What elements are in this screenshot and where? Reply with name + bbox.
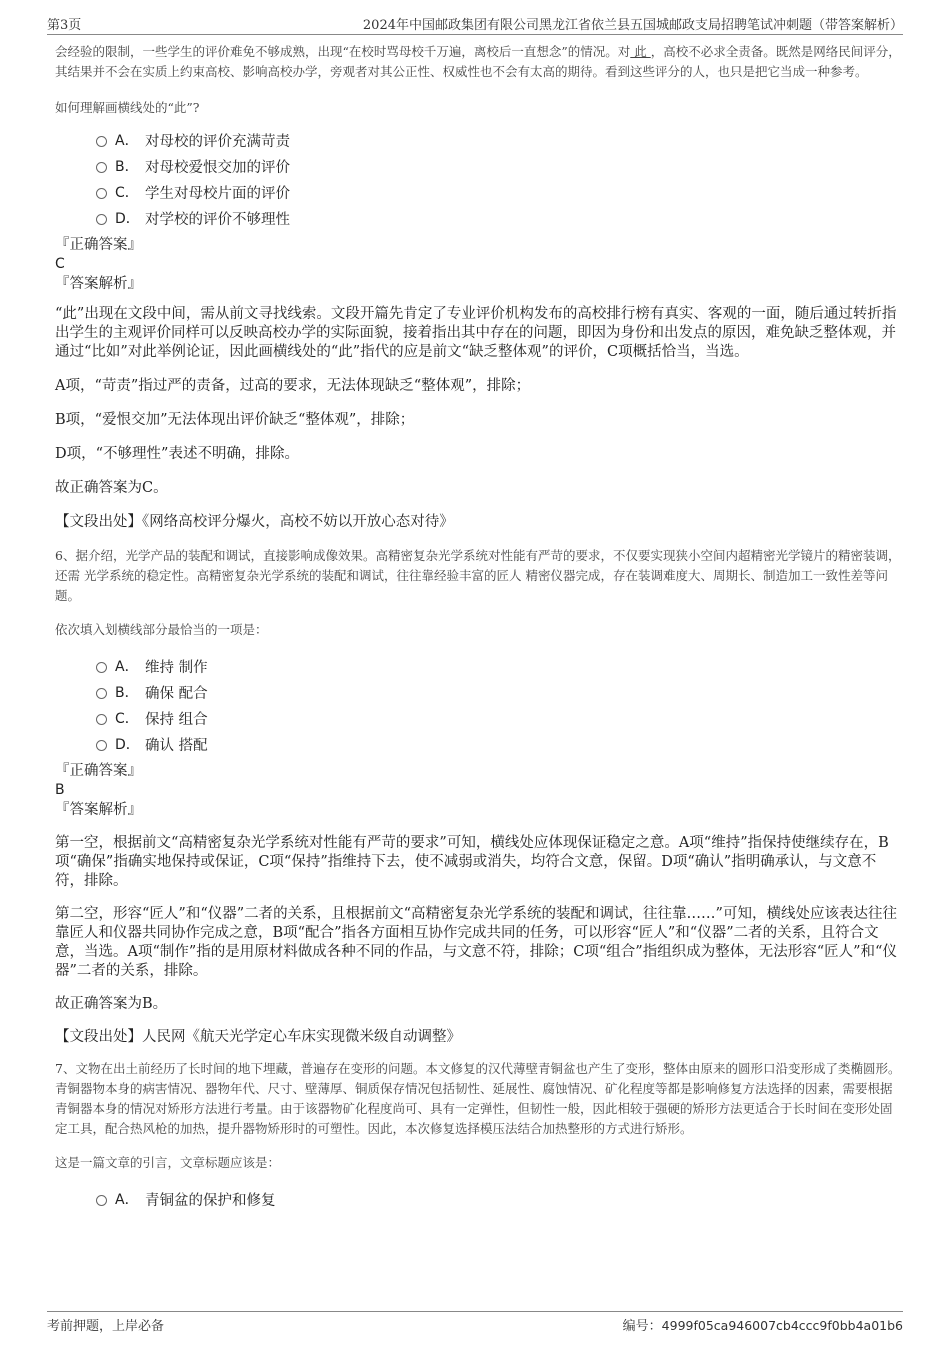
q6-answer: B [55,782,65,798]
q5-option-c[interactable]: C． 学生对母校片面的评价 [55,180,902,206]
radio-icon[interactable] [96,1195,107,1206]
page-content [55,42,902,1213]
q6-option-c[interactable]: C． 保持 组合 [55,706,902,732]
footer-id: 编号：4999f05ca946007cb4ccc9f0bb4a01b6 [622,1318,903,1334]
radio-icon[interactable] [96,188,107,199]
q5-option-b[interactable]: B． 对母校爱恨交加的评价 [55,154,902,180]
q5-options [55,128,902,232]
q7-question: 这是一篇文章的引言，文章标题应该是： [55,1155,281,1170]
q6-conclusion: 故正确答案为B。 [55,996,168,1012]
q5-answer: C [55,256,65,272]
q6-analysis-first: 第一空，根据前文“高精密复杂光学系统对性能有严苛的要求”可知，横线处应体现保证稳定之意。A项“维持”指保持使继续存在，B项“确保”指确实地保持或保证，C项“保持”指维持下去，使不减弱或消失，均符合文意，保留。D项“确认”指明确承认，与文意不符，排除。 [55,835,889,889]
q6-option-d[interactable]: D． 确认 搭配 [55,732,902,758]
radio-icon[interactable] [96,662,107,673]
radio-icon[interactable] [96,162,107,173]
q5-analysis-label: 『答案解析』 [55,276,142,292]
page-number: 第3页 [47,18,82,33]
q7-passage: 7、文物在出土前经历了长时间的地下埋藏，普遍存在变形的问题。本文修复的汉代薄壁青铜盆也产生了变形，整体由原来的圆形口沿变形成了类椭圆形。青铜器物本身的病害情况、器物年代、尺寸、壁薄厚、铜质保存情况包括韧性、延展性、腐蚀情况、矿化程度等都是影响修复方法选择的因素，需要根据青铜器本身的情况对矫形方法进行考量。由于该器物矿化程度尚可、具有一定弹性，但韧性一般，因此相较于强硬的矫形方法更适合于长时间在变形处固定工具，配合热风枪的加热，提升器物矫形时的可塑性。因此，本次修复选择模压法结合加热整形的方式进行矫形。 [55,1061,901,1136]
q5-conclusion: 故正确答案为C。 [55,480,168,496]
q5-option-a[interactable]: A． 对母校的评价充满苛责 [55,128,902,154]
radio-icon[interactable] [96,136,107,147]
q6-passage: 6、据介绍，光学产品的装配和调试，直接影响成像效果。高精密复杂光学系统对性能有严苛的要求，不仅要实现狭小空间内超精密光学镜片的精密装调，还需 光学系统的稳定性。高精密复杂光学系统的装配和调试，往往靠经验丰富的匠人 精密仪器完成，存在装调难度大、周期长、制造加工一致性差等问题。 [55,548,901,603]
q6-question: 依次填入划横线部分最恰当的一项是： [55,622,268,637]
q5-passage: 会经验的限制，一些学生的评价难免不够成熟，出现“在校时骂母校千万遍，离校后一直想念”的情况。对 此 ，高校不必求全责备。既然是网络民间评分，其结果并不会在实质上约束高校、影响高校办学，旁观者对其公正性、权威性也不会有太高的期待。看到这些评分的人，也只是把它当成一种参考。 [55,44,901,79]
q5-source: 【文段出处】《网络高校评分爆火，高校不妨以开放心态对待》 [55,514,454,530]
radio-icon[interactable] [96,714,107,725]
radio-icon[interactable] [96,688,107,699]
q5-answer-label: 『正确答案』 [55,237,142,253]
page-header [47,12,903,35]
q5-option-d[interactable]: D． 对学校的评价不够理性 [55,206,902,232]
underlined-word: 此 [630,44,651,59]
q7-options [55,1187,902,1213]
q5-analysis-a: A项，“苛责”指过严的责备，过高的要求，无法体现缺乏“整体观”，排除； [55,378,531,394]
q7-option-a[interactable]: A． 青铜盆的保护和修复 [55,1187,902,1213]
page-footer [47,1311,903,1334]
document-title: 2024年中国邮政集团有限公司黑龙江省依兰县五国城邮政支局招聘笔试冲刺题（带答案解析） [362,18,903,33]
q6-analysis-label: 『答案解析』 [55,802,142,818]
q5-analysis-main: “此”出现在文段中间，需从前文寻找线索。文段开篇先肯定了专业评价机构发布的高校排行榜有真实、客观的一面，随后通过转折指出学生的主观评价同样可以反映高校办学的实际面貌，接着指出其中存在的问题，即因为身份和出发点的原因，难免缺乏整体观，并通过“比如”对此举例论证，因此画横线处的“此”指代的应是前文“缺乏整体观”的评价，C项概括恰当，当选。 [55,306,897,360]
q5-analysis-b: B项，“爱恨交加”无法体现出评价缺乏“整体观”，排除； [55,412,415,428]
radio-icon[interactable] [96,214,107,225]
q6-option-b[interactable]: B． 确保 配合 [55,680,902,706]
q6-option-a[interactable]: A． 维持 制作 [55,654,902,680]
q6-analysis-second: 第二空，形容“匠人”和“仪器”二者的关系，且根据前文“高精密复杂光学系统的装配和调试，往往靠……”可知，横线处应该表达往往靠匠人和仪器共同协作完成之意，B项“配合”指各方面相互协作完成共同的任务，可以形容“匠人”和“仪器”二者的关系，且符合文意，当选。A项“制作”指的是用原材料做成各种不同的作品，与文意不符，排除；C项“组合”指组织成为整体，无法形容“匠人”和“仪器”二者的关系，排除。 [55,906,897,979]
document-code: 4999f05ca946007cb4ccc9f0bb4a01b6 [661,1318,903,1333]
q6-answer-label: 『正确答案』 [55,763,142,779]
radio-icon[interactable] [96,740,107,751]
q5-analysis-d: D项，“不够理性”表述不明确，排除。 [55,446,299,462]
q5-question: 如何理解画横线处的“此”? [55,100,200,115]
q6-options [55,654,902,758]
footer-slogan: 考前押题，上岸必备 [47,1319,165,1334]
q6-source: 【文段出处】人民网《航天光学定心车床实现微米级自动调整》 [55,1029,461,1045]
